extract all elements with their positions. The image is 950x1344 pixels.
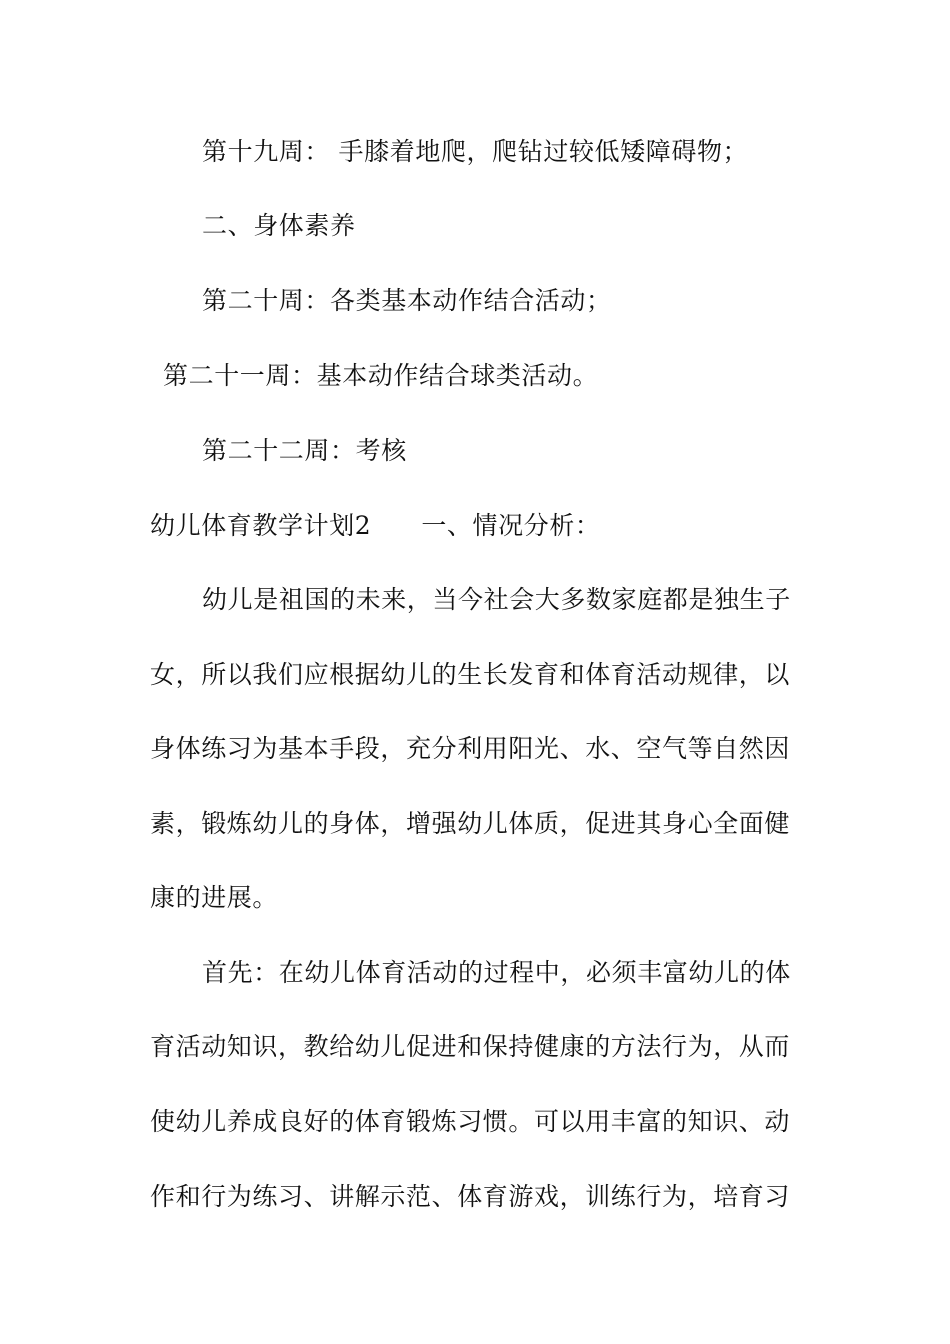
paragraph-line: 女，所以我们应根据幼儿的生长发育和体育活动规律，以: [150, 660, 791, 689]
paragraph-line: 育活动知识，教给幼儿促进和保持健康的方法行为，从而: [150, 1032, 791, 1061]
text-line-week-22: 第二十二周：考核: [202, 436, 407, 465]
section-heading-situation-analysis: 一、情况分析：: [421, 511, 601, 540]
section-heading-physical-quality: 二、身体素养: [202, 211, 356, 240]
paragraph-line: 康的进展。: [150, 883, 279, 912]
text-line-week-19: 第十九周： 手膝着地爬，爬钻过较低矮障碍物；: [202, 137, 749, 166]
text-line-week-20: 第二十周：各类基本动作结合活动；: [202, 286, 612, 315]
plan-title: 幼儿体育教学计划2: [150, 511, 372, 540]
paragraph-line: 幼儿是祖国的未来，当今社会大多数家庭都是独生子: [202, 585, 791, 614]
text-line-week-21: 第二十一周：基本动作结合球类活动。: [163, 361, 599, 390]
paragraph-line: 素，锻炼幼儿的身体，增强幼儿体质，促进其身心全面健: [150, 809, 791, 838]
paragraph-line: 使幼儿养成良好的体育锻炼习惯。可以用丰富的知识、动: [150, 1107, 791, 1136]
paragraph-line: 身体练习为基本手段，充分利用阳光、水、空气等自然因: [150, 734, 791, 763]
paragraph-line: 首先：在幼儿体育活动的过程中，必须丰富幼儿的体: [202, 958, 791, 987]
paragraph-line: 作和行为练习、讲解示范、体育游戏，训练行为，培育习: [150, 1182, 791, 1211]
plan-title-line: [150, 510, 601, 542]
